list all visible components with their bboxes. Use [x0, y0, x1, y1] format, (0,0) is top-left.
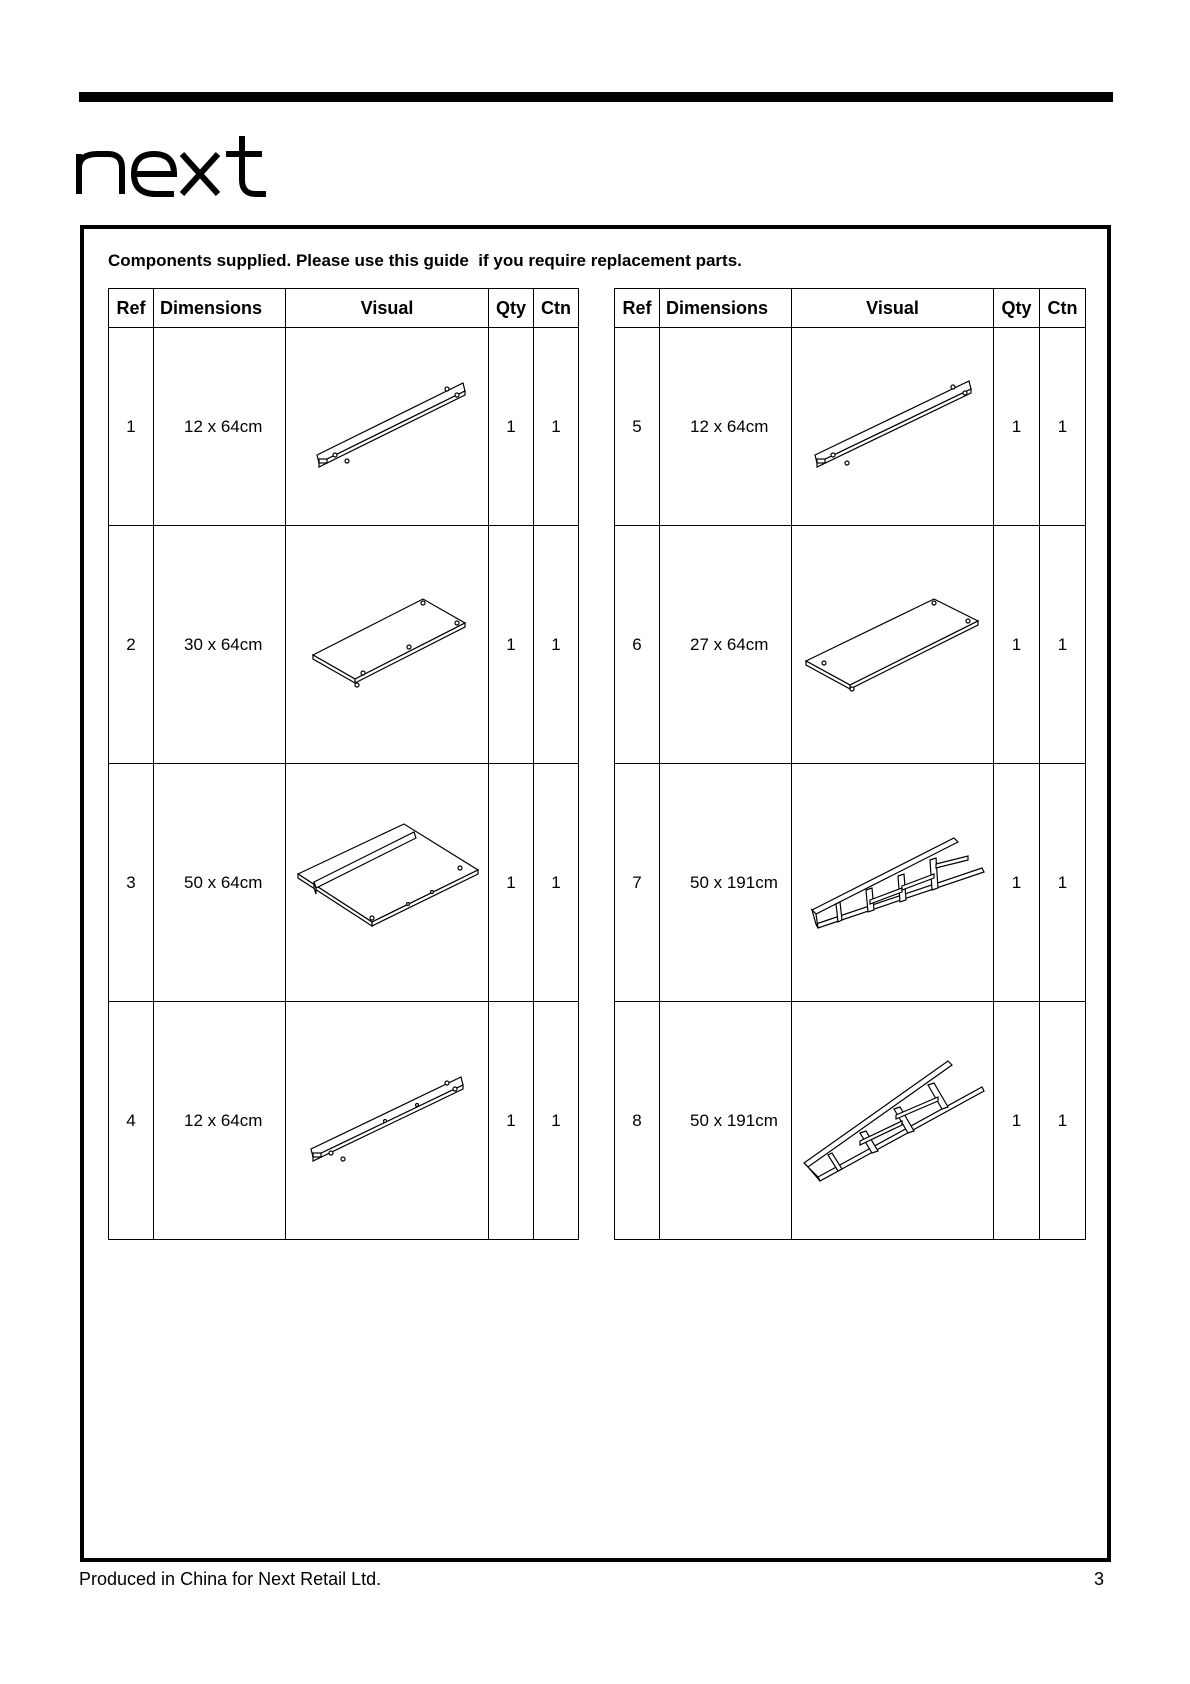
- part-ctn: 1: [1040, 1002, 1086, 1240]
- part-visual: [286, 328, 489, 526]
- part-ref: 2: [109, 526, 154, 764]
- dimensions-header: Dimensions: [154, 289, 286, 328]
- part-dimensions: 50 x 191cm: [660, 1002, 792, 1240]
- part-ref: 7: [615, 764, 660, 1002]
- part-visual: [792, 526, 994, 764]
- part-qty: 1: [994, 328, 1040, 526]
- part-ref: 5: [615, 328, 660, 526]
- part-ctn: 1: [1040, 328, 1086, 526]
- part-visual: [286, 764, 489, 1002]
- page-number: 3: [1094, 1569, 1105, 1589]
- part-visual: [792, 328, 994, 526]
- narrow-board-icon: [803, 367, 983, 487]
- part-dimensions: 12 x 64cm: [660, 328, 792, 526]
- part-dimensions: 27 x 64cm: [660, 526, 792, 764]
- part-visual: [286, 526, 489, 764]
- part-ref: 3: [109, 764, 154, 1002]
- top-rule: [79, 92, 1113, 102]
- part-qty: 1: [994, 1002, 1040, 1240]
- visual-header: Visual: [792, 289, 994, 328]
- part-qty: 1: [994, 526, 1040, 764]
- ctn-header: Ctn: [1040, 289, 1086, 328]
- part-dimensions: 12 x 64cm: [154, 328, 286, 526]
- table-row: [109, 1002, 579, 1240]
- components-heading: Components supplied. Please use this guide if you require replacement parts.: [108, 251, 742, 270]
- part-ctn: 1: [1040, 526, 1086, 764]
- ladder-frame-icon: [798, 1051, 988, 1191]
- part-ctn: 1: [534, 764, 579, 1002]
- ladder-frame-icon: [798, 828, 988, 938]
- table-row: [615, 526, 1086, 764]
- part-ref: 6: [615, 526, 660, 764]
- table-row: [615, 1002, 1086, 1240]
- part-qty: 1: [489, 328, 534, 526]
- parts-table-right: [614, 288, 1086, 1240]
- table-header-row: [109, 289, 579, 328]
- shelf-panel-icon: [297, 585, 477, 705]
- part-ref: 8: [615, 1002, 660, 1240]
- part-ctn: 1: [534, 328, 579, 526]
- part-qty: 1: [489, 526, 534, 764]
- part-dimensions: 30 x 64cm: [154, 526, 286, 764]
- qty-header: Qty: [994, 289, 1040, 328]
- shelf-panel-icon: [798, 585, 988, 705]
- table-row: [615, 328, 1086, 526]
- table-row: [109, 526, 579, 764]
- ref-header: Ref: [615, 289, 660, 328]
- narrow-board-icon: [297, 1061, 477, 1181]
- ref-header: Ref: [109, 289, 154, 328]
- part-ctn: 1: [534, 1002, 579, 1240]
- narrow-board-icon: [297, 367, 477, 487]
- table-row: [615, 764, 1086, 1002]
- part-dimensions: 50 x 191cm: [660, 764, 792, 1002]
- parts-table-left: [108, 288, 579, 1240]
- wide-panel-icon: [292, 818, 482, 948]
- part-visual: [792, 1002, 994, 1240]
- footer-produced: Produced in China for Next Retail Ltd.: [79, 1569, 382, 1589]
- next-logo: [76, 132, 280, 198]
- table-row: [109, 328, 579, 526]
- part-visual: [792, 764, 994, 1002]
- part-qty: 1: [489, 1002, 534, 1240]
- part-ref: 4: [109, 1002, 154, 1240]
- part-qty: 1: [994, 764, 1040, 1002]
- ctn-header: Ctn: [534, 289, 579, 328]
- qty-header: Qty: [489, 289, 534, 328]
- part-ctn: 1: [1040, 764, 1086, 1002]
- part-ref: 1: [109, 328, 154, 526]
- table-row: [109, 764, 579, 1002]
- part-dimensions: 50 x 64cm: [154, 764, 286, 1002]
- part-dimensions: 12 x 64cm: [154, 1002, 286, 1240]
- part-qty: 1: [489, 764, 534, 1002]
- part-visual: [286, 1002, 489, 1240]
- visual-header: Visual: [286, 289, 489, 328]
- part-ctn: 1: [534, 526, 579, 764]
- table-header-row: [615, 289, 1086, 328]
- dimensions-header: Dimensions: [660, 289, 792, 328]
